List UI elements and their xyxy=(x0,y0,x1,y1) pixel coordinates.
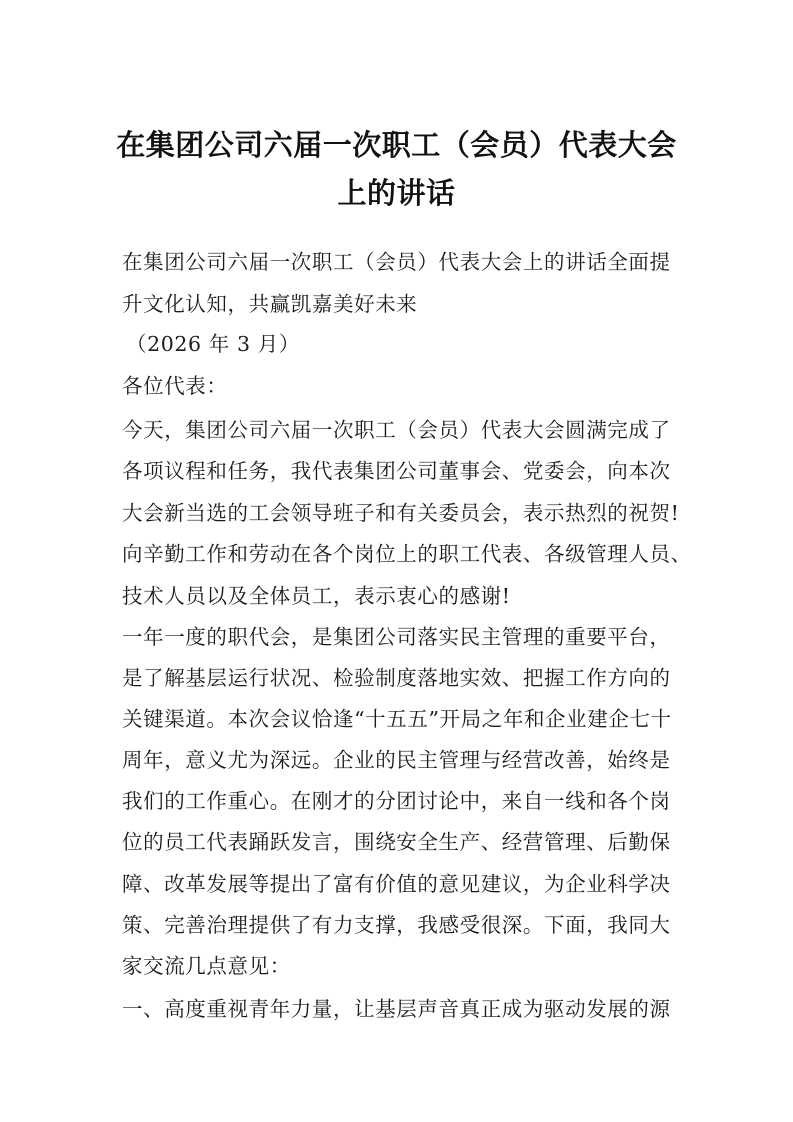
date-line: （2026 年 3 月） xyxy=(126,332,300,356)
salutation: 各位代表： xyxy=(122,374,228,398)
section-heading: 一、高度重视青年力量，让基层声音真正成为驱动发展的源 xyxy=(122,997,671,1021)
subtitle-line-1: 在集团公司六届一次职工（会员）代表大会上的讲话全面提 xyxy=(122,250,671,274)
body-line: 技术人员以及全体员工，表示衷心的感谢! xyxy=(122,584,511,608)
body-line: 今天，集团公司六届一次职工（会员）代表大会圆满完成了 xyxy=(122,418,671,442)
document-title-line-2: 上的讲话 xyxy=(337,176,456,210)
body-line: 各项议程和任务，我代表集团公司董事会、党委会，向本次 xyxy=(122,459,671,483)
body-line: 周年，意义尤为深远。企业的民主管理与经营改善，始终是 xyxy=(122,748,671,772)
body-line: 家交流几点意见： xyxy=(122,954,291,978)
body-line: 一年一度的职代会，是集团公司落实民主管理的重要平台， xyxy=(122,625,671,649)
body-line: 我们的工作重心。在刚才的分团讨论中，来自一线和各个岗 xyxy=(122,789,671,813)
body-line: 位的员工代表踊跃发言，围绕安全生产、经营管理、后勤保 xyxy=(122,830,671,854)
body-line: 关键渠道。本次会议恰逢“十五五”开局之年和企业建企七十 xyxy=(122,707,672,731)
body-line: 大会新当选的工会领导班子和有关委员会，表示热烈的祝贺! xyxy=(122,501,680,525)
body-line: 是了解基层运行状况、检验制度落地实效、把握工作方向的 xyxy=(122,666,671,690)
document-title-line-1: 在集团公司六届一次职工（会员）代表大会 xyxy=(116,128,677,162)
body-line: 策、完善治理提供了有力支撑，我感受很深。下面，我同大 xyxy=(122,913,671,937)
subtitle-line-2: 升文化认知，共赢凯嘉美好未来 xyxy=(122,292,418,316)
body-line: 障、改革发展等提出了富有价值的意见建议，为企业科学决 xyxy=(122,872,671,896)
body-line: 向辛勤工作和劳动在各个岗位上的职工代表、各级管理人员、 xyxy=(122,542,692,566)
